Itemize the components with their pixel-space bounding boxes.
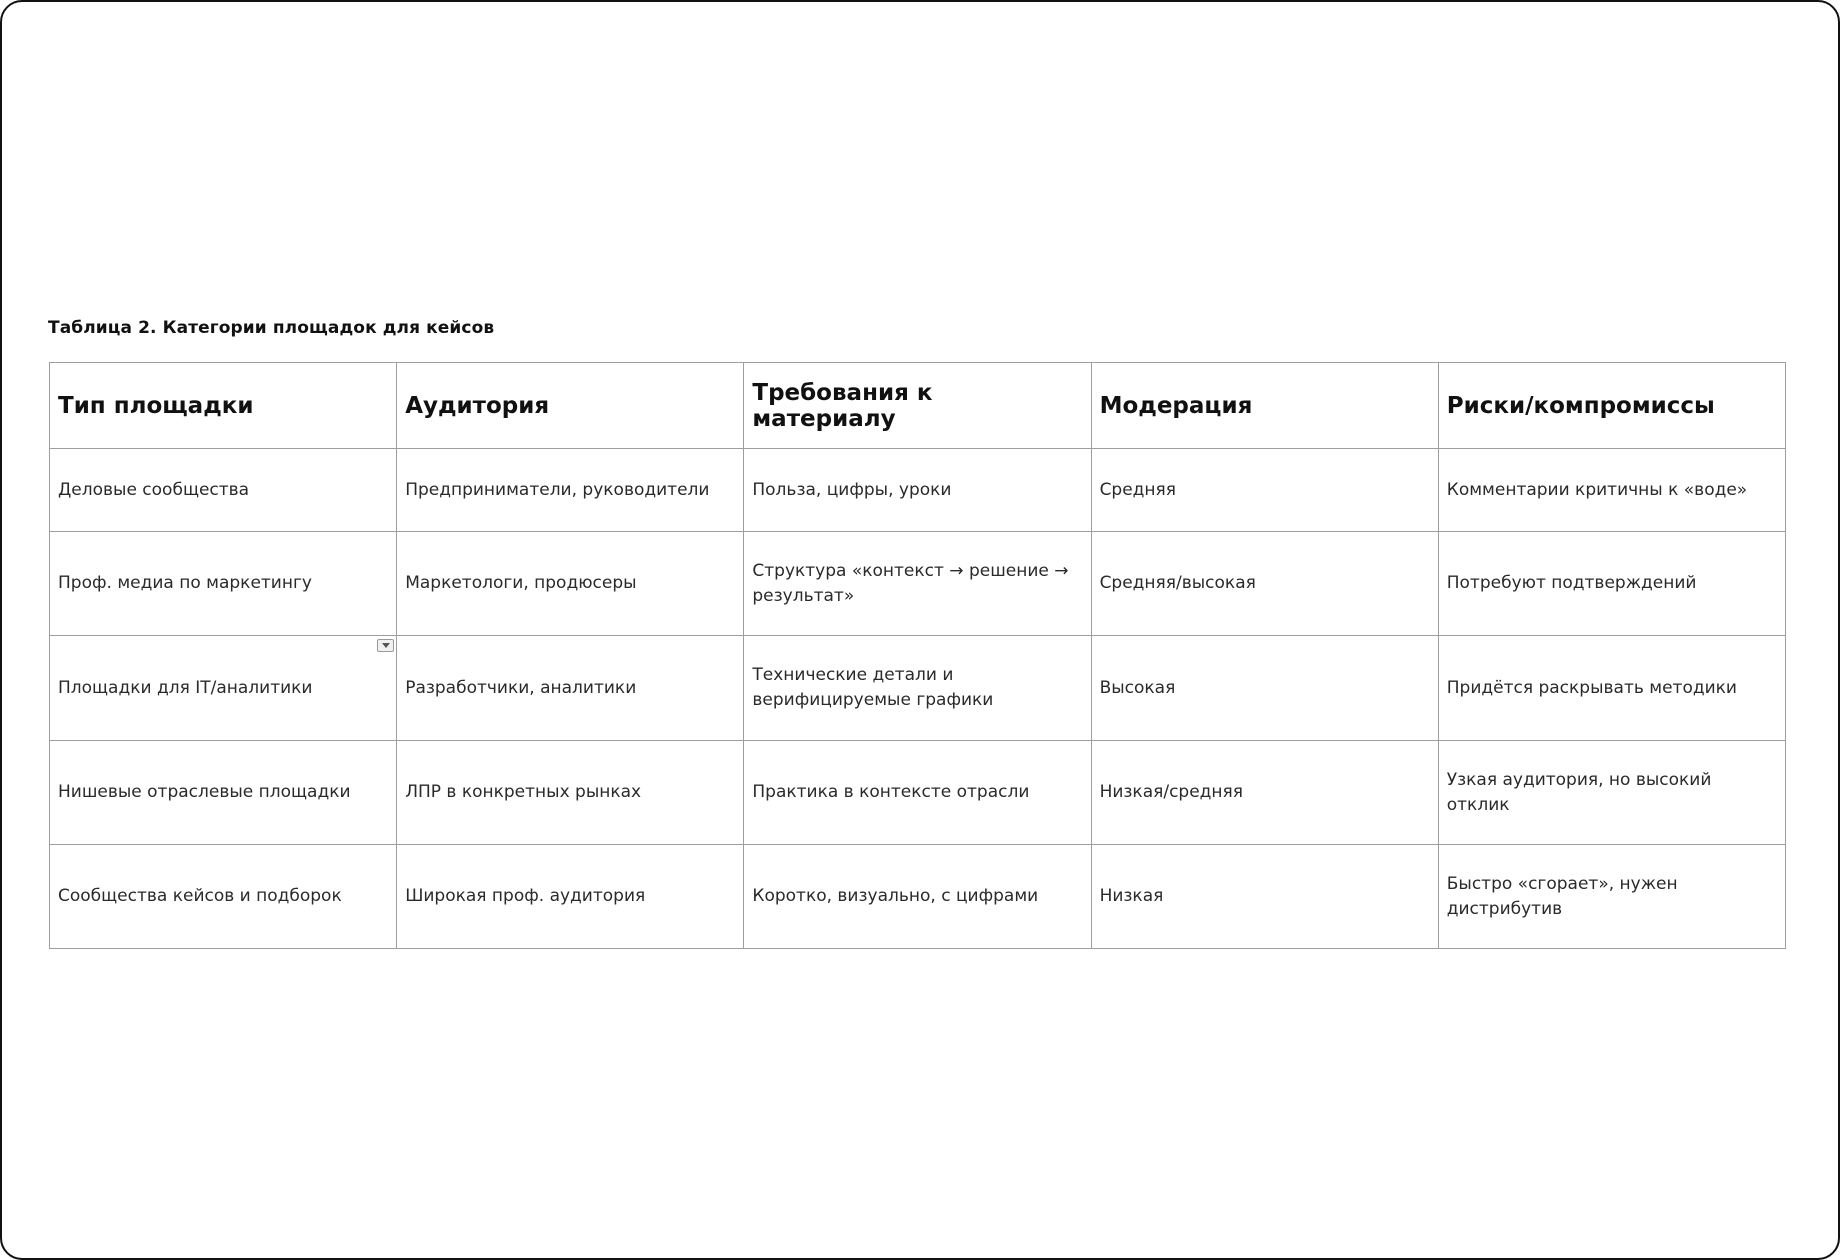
cell-risks: Придётся раскрывать методики <box>1438 636 1785 741</box>
platform-categories-table <box>49 362 1786 949</box>
table-row <box>50 532 1786 636</box>
cell-moderation: Средняя <box>1091 449 1438 532</box>
cell-text: Площадки для IT/аналитики <box>58 677 313 698</box>
header-platform-type: Тип площадки <box>50 363 397 449</box>
cell-material-requirements: Коротко, визуально, с цифрами <box>744 845 1091 949</box>
cell-audience: Маркетологи, продюсеры <box>397 532 744 636</box>
table-row <box>50 845 1786 949</box>
cell-material-requirements: Структура «контекст → решение → результат» <box>744 532 1091 636</box>
cell-platform-type: Проф. медиа по маркетингу <box>50 532 397 636</box>
cell-risks: Потребуют подтверждений <box>1438 532 1785 636</box>
cell-risks: Комментарии критичны к «воде» <box>1438 449 1785 532</box>
cell-audience: ЛПР в конкретных рынках <box>397 741 744 845</box>
chevron-down-icon <box>382 643 390 648</box>
cell-moderation: Высокая <box>1091 636 1438 741</box>
header-risks: Риски/компромиссы <box>1438 363 1785 449</box>
header-material-requirements: Требования к материалу <box>744 363 1091 449</box>
header-audience: Аудитория <box>397 363 744 449</box>
cell-audience: Разработчики, аналитики <box>397 636 744 741</box>
cell-material-requirements: Практика в контексте отрасли <box>744 741 1091 845</box>
cell-moderation: Средняя/высокая <box>1091 532 1438 636</box>
cell-moderation: Низкая <box>1091 845 1438 949</box>
table-row <box>50 741 1786 845</box>
cell-material-requirements: Польза, цифры, уроки <box>744 449 1091 532</box>
header-moderation: Модерация <box>1091 363 1438 449</box>
cell-audience: Широкая проф. аудитория <box>397 845 744 949</box>
cell-platform-type: Деловые сообщества <box>50 449 397 532</box>
cell-audience: Предприниматели, руководители <box>397 449 744 532</box>
table-header-row <box>50 363 1786 449</box>
cell-dropdown-button[interactable] <box>377 639 394 652</box>
cell-risks: Быстро «сгорает», нужен дистрибутив <box>1438 845 1785 949</box>
table-row <box>50 449 1786 532</box>
cell-moderation: Низкая/средняя <box>1091 741 1438 845</box>
cell-platform-type: Нишевые отраслевые площадки <box>50 741 397 845</box>
table-row <box>50 636 1786 741</box>
cell-platform-type: Сообщества кейсов и подборок <box>50 845 397 949</box>
cell-material-requirements: Технические детали и верифицируемые графики <box>744 636 1091 741</box>
cell-platform-type[interactable] <box>50 636 397 741</box>
table-caption: Таблица 2. Категории площадок для кейсов <box>48 318 495 338</box>
cell-risks: Узкая аудитория, но высокий отклик <box>1438 741 1785 845</box>
